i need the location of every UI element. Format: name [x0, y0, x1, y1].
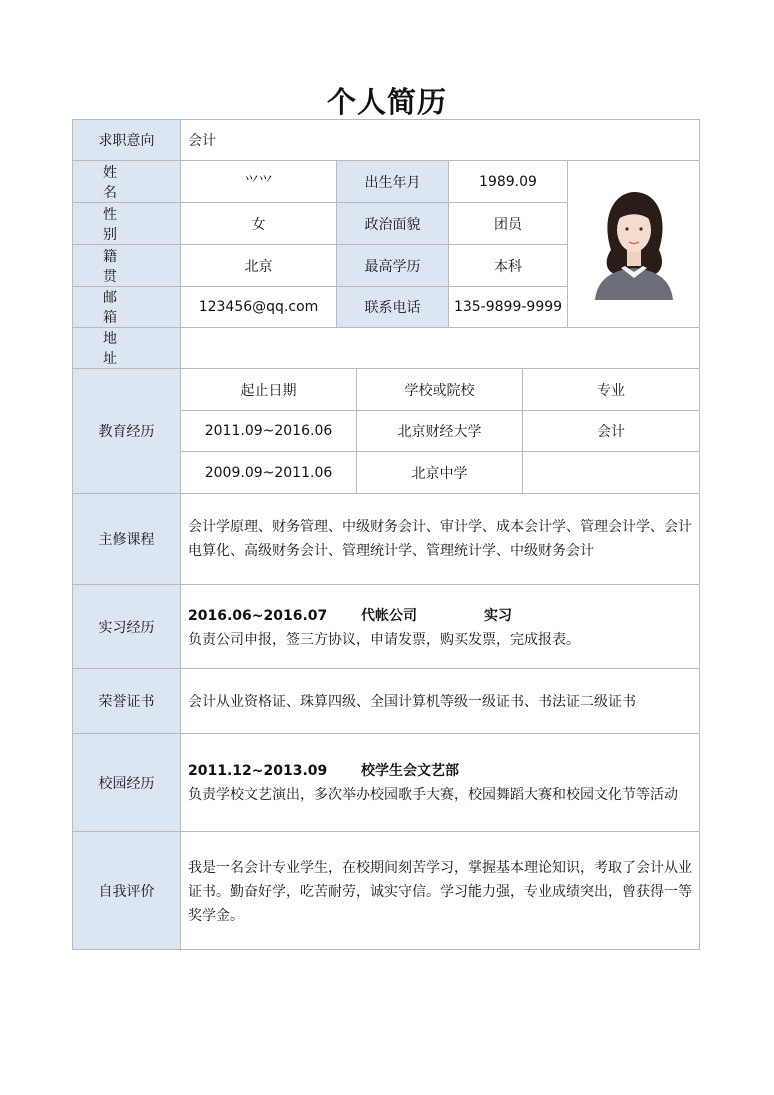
- avatar-photo: [591, 188, 677, 300]
- education-label: 教育经历: [72, 368, 181, 494]
- gender-value: 女: [180, 202, 337, 245]
- edu-row-date: 2009.09~2011.06: [180, 451, 357, 494]
- name-value: ⺍⺍: [180, 160, 337, 203]
- job-intention-value: 会计: [180, 119, 700, 161]
- edu-row-school: 北京中学: [356, 451, 523, 494]
- internship-role: 实习: [484, 608, 512, 624]
- edu-header-school: 学校或院校: [356, 368, 523, 411]
- gender-label: 性别: [72, 202, 181, 245]
- edu-row-date: 2011.09~2016.06: [180, 410, 357, 452]
- internship-date: 2016.06~2016.07: [188, 608, 328, 624]
- edu-header-major: 专业: [522, 368, 700, 411]
- edu-row-major: 会计: [522, 410, 700, 452]
- birth-label: 出生年月: [336, 160, 449, 203]
- email-label: 邮箱: [72, 286, 181, 328]
- politics-label: 政治面貌: [336, 202, 449, 245]
- campus-date: 2011.12~2013.09: [188, 763, 328, 779]
- internship-description: 负责公司申报，签三方协议，申请发票，购买发票，完成报表。: [188, 632, 580, 648]
- edu-header-date: 起止日期: [180, 368, 357, 411]
- politics-value: 团员: [448, 202, 568, 245]
- courses-label: 主修课程: [72, 493, 181, 585]
- internship-company: 代帐公司: [361, 608, 417, 624]
- honors-label: 荣誉证书: [72, 668, 181, 734]
- phone-label: 联系电话: [336, 286, 449, 328]
- campus-org: 校学生会文艺部: [361, 763, 459, 779]
- origin-label: 籍贯: [72, 244, 181, 287]
- edu-row-major: [522, 451, 700, 494]
- email-value: 123456@qq.com: [180, 286, 337, 328]
- origin-value: 北京: [180, 244, 337, 287]
- address-value: [180, 327, 700, 369]
- campus-content: [180, 733, 700, 832]
- self-eval-label: 自我评价: [72, 831, 181, 950]
- internship-content: [180, 584, 700, 669]
- phone-value: 135-9899-9999: [448, 286, 568, 328]
- address-label: 地址: [72, 327, 181, 369]
- education-level-label: 最高学历: [336, 244, 449, 287]
- internship-label: 实习经历: [72, 584, 181, 669]
- honors-text: 会计从业资格证、珠算四级、全国计算机等级一级证书、书法证二级证书: [180, 668, 700, 734]
- self-eval-text: 我是一名会计专业学生，在校期间刻苦学习，掌握基本理论知识，考取了会计从业证书。勤奋好学，吃苦耐劳，诚实守信。学习能力强，专业成绩突出，曾获得一等奖学金。: [180, 831, 700, 950]
- education-level-value: 本科: [448, 244, 568, 287]
- page-title: 个人简历: [326, 85, 447, 119]
- profile-photo: [567, 160, 700, 328]
- campus-description: 负责学校文艺演出，多次举办校园歌手大赛，校园舞蹈大赛和校园文化节等活动: [188, 787, 678, 803]
- campus-label: 校园经历: [72, 733, 181, 832]
- birth-value: 1989.09: [448, 160, 568, 203]
- job-intention-label: 求职意向: [72, 119, 181, 161]
- name-label: 姓名: [72, 160, 181, 203]
- edu-row-school: 北京财经大学: [356, 410, 523, 452]
- courses-text: 会计学原理、财务管理、中级财务会计、审计学、成本会计学、管理会计学、会计电算化、高级财务会计、管理统计学、管理统计学、中级财务会计: [180, 493, 700, 585]
